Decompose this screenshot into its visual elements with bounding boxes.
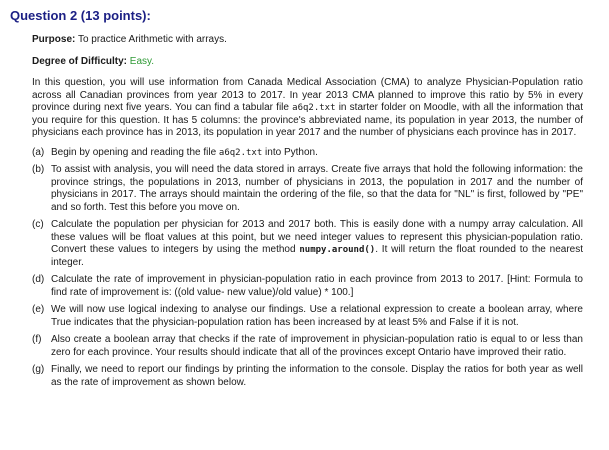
intro-text-1: In this question, you will use information from Canada Medical Association (CMA) to analyze Physician-Population ratio across all Canadian provinces from year 2013 to 2017. In year 2013 CMA planned to improve this ratio by 5% in every province during next five years. You can find a tabular file bbox=[32, 77, 583, 113]
difficulty-label: Degree of Difficulty: bbox=[32, 55, 128, 67]
task-item-g bbox=[32, 364, 583, 389]
task-a-text-1: Begin by opening and reading the file bbox=[51, 146, 219, 158]
task-c-code: numpy.around() bbox=[299, 245, 376, 255]
task-marker-a: (a) bbox=[32, 146, 45, 158]
task-marker-c: (c) bbox=[32, 219, 44, 230]
task-marker-e: (e) bbox=[32, 304, 45, 315]
task-item-a bbox=[32, 147, 583, 160]
task-marker-f: (f) bbox=[32, 334, 42, 345]
task-text-c bbox=[51, 219, 583, 269]
task-text-d: Calculate the rate of improvement in physician-population ratio in each province from 2013 to 2017. [Hint: Formula to find rate of improvement is: ((old value- new value)/old value) * 100.] bbox=[51, 274, 583, 298]
purpose-label: Purpose: bbox=[32, 34, 76, 45]
intro-paragraph bbox=[32, 77, 583, 140]
task-list bbox=[32, 147, 583, 390]
task-text-b: To assist with analysis, you will need the data stored in arrays. Create five arrays that hold the following information: the province strings, the populations in 2013, number of physicians in 2013, the population in 2017 and the number of physicians in 2017. The arrays should maintain the ordering of the file, so that the data for "NL" is first, followed by "PE" and so forth. Test this before you move on. bbox=[51, 164, 583, 213]
task-marker-b: (b) bbox=[32, 164, 45, 175]
task-item-b bbox=[32, 164, 583, 214]
task-text-f: Also create a boolean array that checks if the rate of improvement in physician-population ratio is equal to or less than zero for each province. Your results should indicate that all of the provinces except Ontario have improved their ratio. bbox=[51, 334, 583, 358]
task-c-text-1: Calculate the population per physician for 2013 and 2017 both. This is easily done with a numpy array calculation. All these values will be float values at this point, but we need integer values to represent this physician-population ratio. Convert these values to integers by using the method bbox=[51, 219, 583, 255]
task-marker-g: (g) bbox=[32, 364, 45, 375]
question-body bbox=[32, 34, 583, 389]
intro-text-2: in starter folder on Moodle, with all the information that you require for this question. It has 5 columns: the province's abbreviated name, its population in year 2013, the number of physicians each province has in 2013, its population in year 2017 and the number of physicians each province has in 2017. bbox=[32, 102, 583, 138]
task-text-g: Finally, we need to report our findings by printing the information to the console. Display the ratios for both year as well as the rate of improvement as shown below. bbox=[51, 364, 583, 388]
task-a-text-2: into Python. bbox=[262, 146, 318, 158]
task-item-c bbox=[32, 219, 583, 269]
task-c-text-2: . It will return the float rounded to the nearest integer. bbox=[51, 244, 583, 268]
question-title: Question 2 (13 points): bbox=[10, 8, 151, 23]
difficulty-line bbox=[32, 56, 583, 69]
task-marker-d: (d) bbox=[32, 274, 45, 285]
intro-filename: a6q2.txt bbox=[292, 103, 336, 113]
purpose-line bbox=[32, 34, 583, 47]
task-item-e bbox=[32, 304, 583, 329]
task-text-e: We will now use logical indexing to analyse our findings. Use a relational expression to create a boolean array, where True indicates that the physician-population ration has been increased by at least 5% and False if it is not. bbox=[51, 304, 583, 328]
difficulty-value: Easy. bbox=[129, 55, 155, 67]
task-item-f bbox=[32, 334, 583, 359]
purpose-text: To practice Arithmetic with arrays. bbox=[77, 34, 227, 45]
task-item-d bbox=[32, 274, 583, 299]
task-a-filename: a6q2.txt bbox=[218, 147, 263, 158]
task-text-a bbox=[51, 147, 583, 160]
